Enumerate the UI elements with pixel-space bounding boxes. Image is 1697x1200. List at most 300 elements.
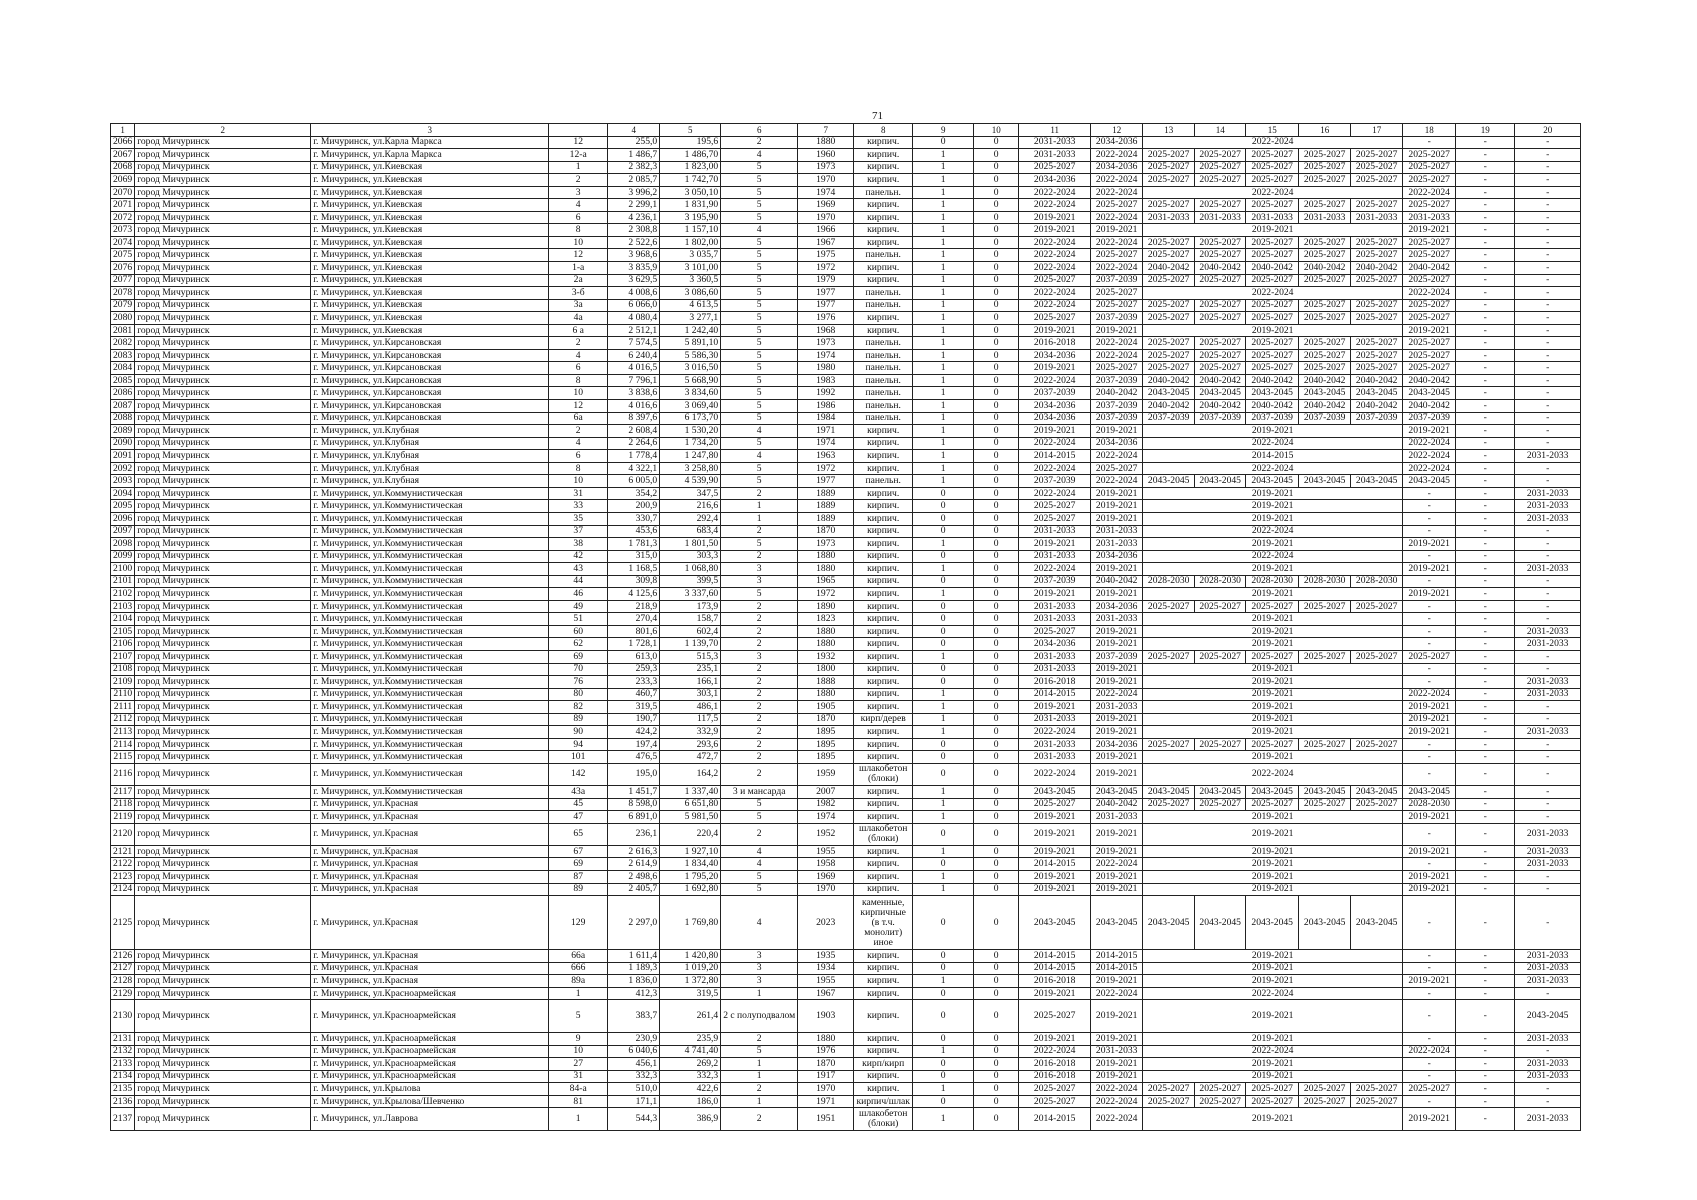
col12-period-cell: 2034-2036 <box>1091 600 1143 613</box>
col10-cell: 0 <box>974 896 1019 950</box>
address-cell: г. Мичуринск, ул.Карла Маркса <box>311 149 549 162</box>
house-number-cell: 6 <box>549 450 608 463</box>
total-area-cell: 7 796,1 <box>608 374 660 387</box>
total-area-cell: 8 397,6 <box>608 412 660 425</box>
col19-cell: - <box>1456 1045 1515 1058</box>
locality-cell: город Мичуринск <box>135 437 311 450</box>
col18-period-cell: 2019-2021 <box>1403 425 1456 438</box>
col18-period-cell: 2025-2027 <box>1403 236 1456 249</box>
total-area-cell: 315,0 <box>608 550 660 563</box>
living-area-cell: 1 157,10 <box>660 224 721 237</box>
col13-17-period-cell: 2019-2021 <box>1143 500 1403 513</box>
col9-cell: 0 <box>913 638 974 651</box>
build-year-cell: 1972 <box>798 462 854 475</box>
col19-cell: - <box>1456 896 1515 950</box>
col12-period-cell: 2019-2021 <box>1091 1058 1143 1071</box>
col14-period-cell: 2025-2027 <box>1195 1083 1246 1096</box>
col16-period-cell: 2043-2045 <box>1299 387 1351 400</box>
col19-cell: - <box>1456 262 1515 275</box>
col20-period-cell: - <box>1515 462 1581 475</box>
col20-period-cell: - <box>1515 650 1581 663</box>
col14-period-cell: 2025-2027 <box>1195 149 1246 162</box>
col9-cell: 1 <box>913 274 974 287</box>
floors-cell: 2 <box>721 676 798 689</box>
floors-cell: 2 <box>721 751 798 764</box>
table-row <box>111 362 1581 375</box>
table-row <box>111 412 1581 425</box>
col20-period-cell: 2031-2033 <box>1515 638 1581 651</box>
col17-period-cell: 2025-2027 <box>1351 798 1403 811</box>
col13-period-cell: 2025-2027 <box>1143 174 1195 187</box>
total-area-cell: 4 016,6 <box>608 400 660 413</box>
col9-cell: 0 <box>913 896 974 950</box>
wall-material-cell: кирпич. <box>854 688 913 701</box>
col10-cell: 0 <box>974 962 1019 975</box>
total-area-cell: 6 240,4 <box>608 349 660 362</box>
row-number: 2127 <box>111 962 135 975</box>
col17-period-cell: 2025-2027 <box>1351 299 1403 312</box>
floors-cell: 5 <box>721 161 798 174</box>
col20-period-cell: - <box>1515 896 1581 950</box>
col20-period-cell: - <box>1515 161 1581 174</box>
address-cell: г. Мичуринск, ул.Кирсановская <box>311 374 549 387</box>
row-number: 2086 <box>111 387 135 400</box>
wall-material-cell: кирпич. <box>854 676 913 689</box>
col9-cell: 1 <box>913 650 974 663</box>
address-cell: г. Мичуринск, ул.Красная <box>311 823 549 845</box>
living-area-cell: 292,4 <box>660 512 721 525</box>
col12-period-cell: 2022-2024 <box>1091 1083 1143 1096</box>
col18-period-cell: - <box>1403 525 1456 538</box>
col16-period-cell: 2025-2027 <box>1299 312 1351 325</box>
col17-period-cell: 2043-2045 <box>1351 475 1403 488</box>
col10-cell: 0 <box>974 287 1019 300</box>
col13-17-period-cell: 2019-2021 <box>1143 613 1403 626</box>
col11-period-cell: 2031-2033 <box>1019 663 1091 676</box>
col11-period-cell: 2022-2024 <box>1019 1045 1091 1058</box>
col12-period-cell: 2022-2024 <box>1091 211 1143 224</box>
living-area-cell: 1 834,40 <box>660 858 721 871</box>
column-header: 16 <box>1299 124 1351 137</box>
build-year-cell: 1992 <box>798 387 854 400</box>
col13-period-cell: 2025-2027 <box>1143 798 1195 811</box>
col11-period-cell: 2022-2024 <box>1019 487 1091 500</box>
col13-period-cell: 2025-2027 <box>1143 738 1195 751</box>
col13-17-period-cell: 2019-2021 <box>1143 811 1403 824</box>
build-year-cell: 1960 <box>798 149 854 162</box>
column-header: 20 <box>1515 124 1581 137</box>
col13-17-period-cell: 2019-2021 <box>1143 324 1403 337</box>
build-year-cell: 1970 <box>798 1083 854 1096</box>
col9-cell: 0 <box>913 136 974 149</box>
col9-cell: 1 <box>913 588 974 601</box>
col17-period-cell: 2025-2027 <box>1351 349 1403 362</box>
total-area-cell: 200,9 <box>608 500 660 513</box>
col18-period-cell: 2040-2042 <box>1403 400 1456 413</box>
col20-period-cell: - <box>1515 763 1581 785</box>
floors-cell: 4 <box>721 149 798 162</box>
total-area-cell: 1 836,0 <box>608 975 660 988</box>
col18-period-cell: - <box>1403 763 1456 785</box>
col10-cell: 0 <box>974 374 1019 387</box>
build-year-cell: 1951 <box>798 1108 854 1130</box>
total-area-cell: 2 616,3 <box>608 845 660 858</box>
living-area-cell: 347,5 <box>660 487 721 500</box>
living-area-cell: 195,6 <box>660 136 721 149</box>
row-number: 2082 <box>111 337 135 350</box>
col9-cell: 1 <box>913 337 974 350</box>
col10-cell: 0 <box>974 845 1019 858</box>
col16-period-cell: 2025-2027 <box>1299 1095 1351 1108</box>
locality-cell: город Мичуринск <box>135 136 311 149</box>
row-number: 2090 <box>111 437 135 450</box>
col18-period-cell: - <box>1403 600 1456 613</box>
col19-cell: - <box>1456 337 1515 350</box>
build-year-cell: 1823 <box>798 613 854 626</box>
living-area-cell: 422,6 <box>660 1083 721 1096</box>
total-area-cell: 4 016,5 <box>608 362 660 375</box>
wall-material-cell: кирпич. <box>854 798 913 811</box>
row-number: 2073 <box>111 224 135 237</box>
build-year-cell: 1800 <box>798 663 854 676</box>
row-number: 2102 <box>111 588 135 601</box>
living-area-cell: 186,0 <box>660 1095 721 1108</box>
floors-cell: 2 <box>721 726 798 739</box>
col13-17-period-cell: 2019-2021 <box>1143 1070 1403 1083</box>
total-area-cell: 236,1 <box>608 823 660 845</box>
col9-cell: 1 <box>913 287 974 300</box>
living-area-cell: 1 139,70 <box>660 638 721 651</box>
address-cell: г. Мичуринск, ул.Кирсановская <box>311 337 549 350</box>
row-number: 2123 <box>111 871 135 884</box>
col20-period-cell: - <box>1515 1045 1581 1058</box>
build-year-cell: 1880 <box>798 136 854 149</box>
living-area-cell: 5 586,30 <box>660 349 721 362</box>
house-number-cell: 66а <box>549 950 608 963</box>
locality-cell: город Мичуринск <box>135 763 311 785</box>
col13-17-period-cell: 2014-2015 <box>1143 450 1403 463</box>
col13-period-cell: 2025-2027 <box>1143 600 1195 613</box>
col10-cell: 0 <box>974 613 1019 626</box>
floors-cell: 2 <box>721 600 798 613</box>
build-year-cell: 1969 <box>798 871 854 884</box>
col20-period-cell: - <box>1515 400 1581 413</box>
col13-17-period-cell: 2019-2021 <box>1143 688 1403 701</box>
row-number: 2124 <box>111 883 135 896</box>
col9-cell: 0 <box>913 1058 974 1071</box>
col10-cell: 0 <box>974 713 1019 726</box>
address-cell: г. Мичуринск, ул.Коммунистическая <box>311 613 549 626</box>
locality-cell: город Мичуринск <box>135 224 311 237</box>
col10-cell: 0 <box>974 538 1019 551</box>
col19-cell: - <box>1456 174 1515 187</box>
locality-cell: город Мичуринск <box>135 563 311 576</box>
col20-period-cell: - <box>1515 987 1581 1000</box>
locality-cell: город Мичуринск <box>135 625 311 638</box>
col9-cell: 1 <box>913 786 974 799</box>
wall-material-cell: кирпич. <box>854 962 913 975</box>
col18-period-cell: 2019-2021 <box>1403 871 1456 884</box>
row-number: 2125 <box>111 896 135 950</box>
col11-period-cell: 2034-2036 <box>1019 412 1091 425</box>
house-number-cell: 89 <box>549 713 608 726</box>
col19-cell: - <box>1456 400 1515 413</box>
col10-cell: 0 <box>974 676 1019 689</box>
table-row <box>111 312 1581 325</box>
col19-cell: - <box>1456 1058 1515 1071</box>
col11-period-cell: 2025-2027 <box>1019 1095 1091 1108</box>
col16-period-cell: 2025-2027 <box>1299 249 1351 262</box>
col11-period-cell: 2019-2021 <box>1019 871 1091 884</box>
col13-17-period-cell: 2019-2021 <box>1143 1000 1403 1033</box>
wall-material-cell: кирпич. <box>854 211 913 224</box>
col19-cell: - <box>1456 550 1515 563</box>
locality-cell: город Мичуринск <box>135 287 311 300</box>
col9-cell: 1 <box>913 688 974 701</box>
build-year-cell: 1977 <box>798 299 854 312</box>
col9-cell: 1 <box>913 262 974 275</box>
address-cell: г. Мичуринск, ул.Коммунистическая <box>311 751 549 764</box>
living-area-cell: 216,6 <box>660 500 721 513</box>
col13-period-cell: 2031-2033 <box>1143 211 1195 224</box>
col20-period-cell: 2031-2033 <box>1515 688 1581 701</box>
address-cell: г. Мичуринск, ул.Коммунистическая <box>311 525 549 538</box>
col10-cell: 0 <box>974 274 1019 287</box>
wall-material-cell: кирпич. <box>854 975 913 988</box>
col13-period-cell: 2025-2027 <box>1143 161 1195 174</box>
address-cell: г. Мичуринск, ул.Красная <box>311 896 549 950</box>
col10-cell: 0 <box>974 199 1019 212</box>
col9-cell: 0 <box>913 500 974 513</box>
col10-cell: 0 <box>974 236 1019 249</box>
col17-period-cell: 2040-2042 <box>1351 374 1403 387</box>
floors-cell: 5 <box>721 186 798 199</box>
col13-17-period-cell: 2019-2021 <box>1143 962 1403 975</box>
address-cell: г. Мичуринск, ул.Коммунистическая <box>311 650 549 663</box>
col12-period-cell: 2019-2021 <box>1091 625 1143 638</box>
living-area-cell: 5 668,90 <box>660 374 721 387</box>
locality-cell: город Мичуринск <box>135 149 311 162</box>
table-row <box>111 274 1581 287</box>
col17-period-cell: 2025-2027 <box>1351 199 1403 212</box>
col18-period-cell: 2019-2021 <box>1403 713 1456 726</box>
col13-17-period-cell: 2019-2021 <box>1143 563 1403 576</box>
wall-material-cell: панельн. <box>854 374 913 387</box>
col19-cell: - <box>1456 1070 1515 1083</box>
column-header: 13 <box>1143 124 1195 137</box>
col15-period-cell: 2025-2027 <box>1246 600 1299 613</box>
col12-period-cell: 2019-2021 <box>1091 1070 1143 1083</box>
col13-17-period-cell: 2019-2021 <box>1143 1108 1403 1130</box>
col19-cell: - <box>1456 512 1515 525</box>
col15-period-cell: 2025-2027 <box>1246 174 1299 187</box>
col11-period-cell: 2034-2036 <box>1019 400 1091 413</box>
col20-period-cell: - <box>1515 211 1581 224</box>
col12-period-cell: 2022-2024 <box>1091 450 1143 463</box>
column-header <box>549 124 608 137</box>
build-year-cell: 1889 <box>798 512 854 525</box>
col11-period-cell: 2022-2024 <box>1019 186 1091 199</box>
col19-cell: - <box>1456 374 1515 387</box>
locality-cell: город Мичуринск <box>135 337 311 350</box>
col17-period-cell: 2025-2027 <box>1351 337 1403 350</box>
col9-cell: 1 <box>913 186 974 199</box>
floors-cell: 5 <box>721 211 798 224</box>
col15-period-cell: 2025-2027 <box>1246 149 1299 162</box>
col17-period-cell: 2025-2027 <box>1351 600 1403 613</box>
col14-period-cell: 2025-2027 <box>1195 299 1246 312</box>
col9-cell: 1 <box>913 1045 974 1058</box>
col19-cell: - <box>1456 538 1515 551</box>
wall-material-cell: кирпич. <box>854 538 913 551</box>
col9-cell: 1 <box>913 883 974 896</box>
col17-period-cell: 2025-2027 <box>1351 149 1403 162</box>
house-number-cell: 9 <box>549 1033 608 1046</box>
col16-period-cell: 2031-2033 <box>1299 211 1351 224</box>
floors-cell: 4 <box>721 858 798 871</box>
col14-period-cell: 2037-2039 <box>1195 412 1246 425</box>
col13-period-cell: 2043-2045 <box>1143 475 1195 488</box>
address-cell: г. Мичуринск, ул.Коммунистическая <box>311 701 549 714</box>
col16-period-cell: 2025-2027 <box>1299 650 1351 663</box>
col20-period-cell: - <box>1515 883 1581 896</box>
col14-period-cell: 2025-2027 <box>1195 337 1246 350</box>
locality-cell: город Мичуринск <box>135 1000 311 1033</box>
living-area-cell: 386,9 <box>660 1108 721 1130</box>
col11-period-cell: 2014-2015 <box>1019 450 1091 463</box>
col16-period-cell: 2025-2027 <box>1299 174 1351 187</box>
col19-cell: - <box>1456 650 1515 663</box>
col9-cell: 1 <box>913 400 974 413</box>
address-cell: г. Мичуринск, ул.Коммунистическая <box>311 600 549 613</box>
table-row <box>111 236 1581 249</box>
table-row <box>111 1083 1581 1096</box>
col19-cell: - <box>1456 349 1515 362</box>
col9-cell: 1 <box>913 149 974 162</box>
build-year-cell: 1955 <box>798 975 854 988</box>
col13-period-cell: 2025-2027 <box>1143 199 1195 212</box>
house-number-cell: 89а <box>549 975 608 988</box>
col15-period-cell: 2043-2045 <box>1246 475 1299 488</box>
build-year-cell: 1880 <box>798 563 854 576</box>
col16-period-cell: 2025-2027 <box>1299 1083 1351 1096</box>
living-area-cell: 515,3 <box>660 650 721 663</box>
col18-period-cell: 2025-2027 <box>1403 312 1456 325</box>
build-year-cell: 1970 <box>798 211 854 224</box>
row-number: 2129 <box>111 987 135 1000</box>
locality-cell: город Мичуринск <box>135 211 311 224</box>
locality-cell: город Мичуринск <box>135 638 311 651</box>
col10-cell: 0 <box>974 362 1019 375</box>
col19-cell: - <box>1456 823 1515 845</box>
col12-period-cell: 2019-2021 <box>1091 425 1143 438</box>
col17-period-cell: 2040-2042 <box>1351 262 1403 275</box>
address-cell: г. Мичуринск, ул.Кирсановская <box>311 387 549 400</box>
table-row <box>111 1070 1581 1083</box>
living-area-cell: 164,2 <box>660 763 721 785</box>
col12-period-cell: 2022-2024 <box>1091 349 1143 362</box>
col10-cell: 0 <box>974 550 1019 563</box>
wall-material-cell: кирпич. <box>854 738 913 751</box>
col10-cell: 0 <box>974 512 1019 525</box>
col9-cell: 1 <box>913 871 974 884</box>
row-number: 2072 <box>111 211 135 224</box>
locality-cell: город Мичуринск <box>135 412 311 425</box>
table-row <box>111 663 1581 676</box>
col18-period-cell: 2022-2024 <box>1403 1045 1456 1058</box>
col10-cell: 0 <box>974 811 1019 824</box>
col20-period-cell: - <box>1515 871 1581 884</box>
floors-cell: 5 <box>721 811 798 824</box>
living-area-cell: 158,7 <box>660 613 721 626</box>
col13-period-cell: 2025-2027 <box>1143 299 1195 312</box>
col18-period-cell: 2019-2021 <box>1403 845 1456 858</box>
house-number-cell: 76 <box>549 676 608 689</box>
floors-cell: 5 <box>721 362 798 375</box>
col11-period-cell: 2019-2021 <box>1019 588 1091 601</box>
col14-period-cell: 2025-2027 <box>1195 349 1246 362</box>
row-number: 2111 <box>111 701 135 714</box>
col13-17-period-cell: 2019-2021 <box>1143 975 1403 988</box>
floors-cell: 5 <box>721 312 798 325</box>
locality-cell: город Мичуринск <box>135 713 311 726</box>
row-number: 2084 <box>111 362 135 375</box>
table-row <box>111 823 1581 845</box>
col16-period-cell: 2025-2027 <box>1299 738 1351 751</box>
row-number: 2087 <box>111 400 135 413</box>
living-area-cell: 472,7 <box>660 751 721 764</box>
living-area-cell: 1 823,00 <box>660 161 721 174</box>
living-area-cell: 261,4 <box>660 1000 721 1033</box>
col18-period-cell: 2019-2021 <box>1403 883 1456 896</box>
build-year-cell: 1934 <box>798 962 854 975</box>
col10-cell: 0 <box>974 786 1019 799</box>
col12-period-cell: 2019-2021 <box>1091 823 1143 845</box>
floors-cell: 2 <box>721 823 798 845</box>
total-area-cell: 2 405,7 <box>608 883 660 896</box>
table-row <box>111 1033 1581 1046</box>
col20-period-cell: - <box>1515 751 1581 764</box>
table-row <box>111 450 1581 463</box>
col17-period-cell: 2043-2045 <box>1351 786 1403 799</box>
wall-material-cell: панельн. <box>854 349 913 362</box>
col19-cell: - <box>1456 362 1515 375</box>
house-number-cell: 4 <box>549 349 608 362</box>
wall-material-cell: кирпич. <box>854 236 913 249</box>
row-number: 2074 <box>111 236 135 249</box>
row-number: 2120 <box>111 823 135 845</box>
build-year-cell: 2007 <box>798 786 854 799</box>
locality-cell: город Мичуринск <box>135 688 311 701</box>
col17-period-cell: 2025-2027 <box>1351 174 1403 187</box>
col10-cell: 0 <box>974 883 1019 896</box>
col10-cell: 0 <box>974 387 1019 400</box>
build-year-cell: 1972 <box>798 588 854 601</box>
floors-cell: 5 <box>721 437 798 450</box>
total-area-cell: 2 297,0 <box>608 896 660 950</box>
col19-cell: - <box>1456 387 1515 400</box>
address-cell: г. Мичуринск, ул.Клубная <box>311 425 549 438</box>
col16-period-cell: 2025-2027 <box>1299 274 1351 287</box>
col10-cell: 0 <box>974 701 1019 714</box>
col17-period-cell: 2025-2027 <box>1351 161 1403 174</box>
col12-period-cell: 2031-2033 <box>1091 613 1143 626</box>
col14-period-cell: 2025-2027 <box>1195 600 1246 613</box>
col10-cell: 0 <box>974 224 1019 237</box>
col10-cell: 0 <box>974 337 1019 350</box>
total-area-cell: 424,2 <box>608 726 660 739</box>
address-cell: г. Мичуринск, ул.Коммунистическая <box>311 713 549 726</box>
